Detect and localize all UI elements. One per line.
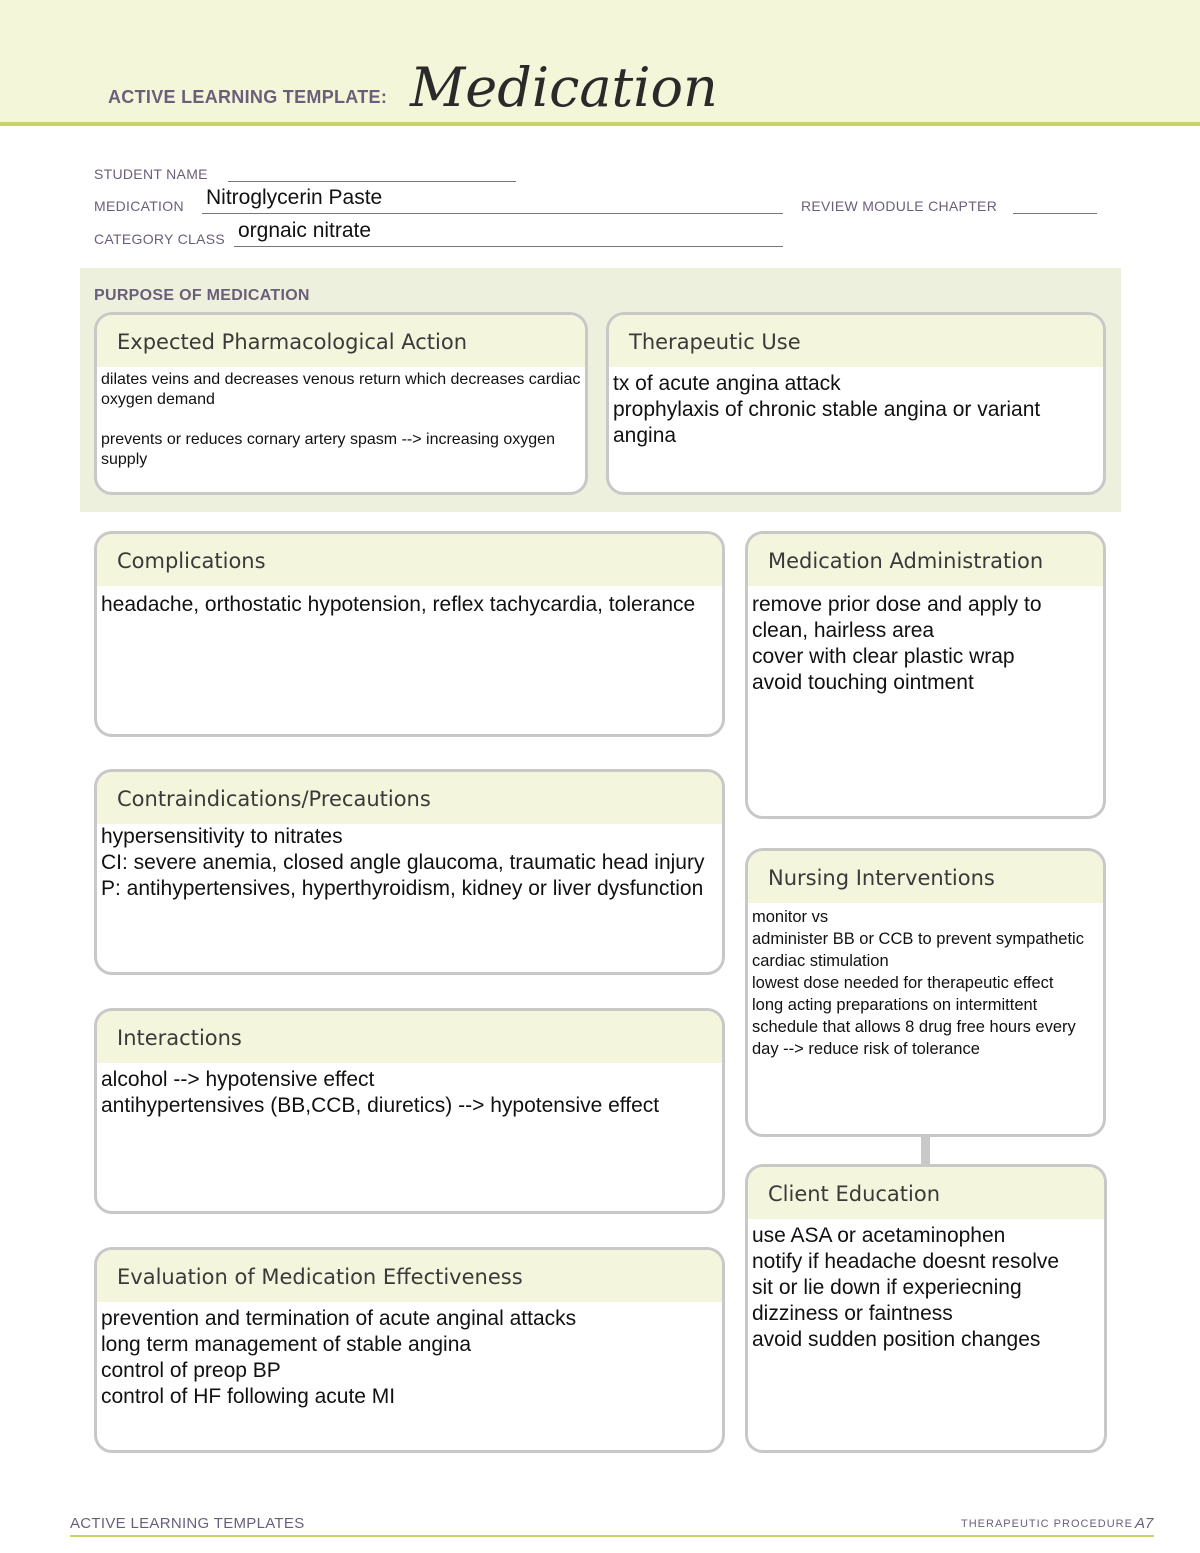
- medication-line: [202, 213, 783, 214]
- client-education-title: Client Education: [748, 1167, 1104, 1219]
- administration-title: Medication Administration: [748, 534, 1103, 586]
- administration-text[interactable]: remove prior dose and apply to clean, hairless area cover with clear plastic wrap avoid touching ointment: [752, 593, 1042, 694]
- interactions-box: [94, 1008, 725, 1214]
- evaluation-title: Evaluation of Medication Effectiveness: [97, 1250, 722, 1302]
- interactions-text[interactable]: alcohol --> hypotensive effect antihypertensives (BB,CCB, diuretics) --> hypotensive effect: [101, 1068, 660, 1117]
- evaluation-text[interactable]: prevention and termination of acute anginal attacks long term management of stable angina control of preop BP control of HF following acute MI: [101, 1307, 577, 1408]
- header-rule: [0, 122, 1200, 126]
- contraindications-box: [94, 769, 725, 975]
- nursing-title: Nursing Interventions: [748, 851, 1103, 903]
- page-number: A7: [1135, 1515, 1154, 1532]
- nursing-box: [745, 848, 1106, 1137]
- template-label: ACTIVE LEARNING TEMPLATE:: [108, 87, 388, 107]
- purpose-label: PURPOSE OF MEDICATION: [94, 287, 310, 304]
- evaluation-box: [94, 1247, 725, 1453]
- expected-action-title: Expected Pharmacological Action: [97, 315, 585, 367]
- review-module-line: [1013, 213, 1097, 214]
- review-module-label: REVIEW MODULE CHAPTER: [801, 198, 998, 214]
- footer-section: THERAPEUTIC PROCEDURE: [961, 1518, 1133, 1530]
- template-title: Medication: [410, 56, 718, 119]
- category-label: CATEGORY CLASS: [94, 231, 226, 247]
- complications-text[interactable]: headache, orthostatic hypotension, reflex tachycardia, tolerance: [101, 593, 696, 616]
- complications-title: Complications: [97, 534, 722, 586]
- nursing-text[interactable]: monitor vs administer BB or CCB to prevent sympathetic cardiac stimulation lowest dose needed for therapeutic effect long acting preparations on intermittent schedule that allows 8 drug free hours every day --> reduce risk of tolerance: [752, 908, 1084, 1058]
- therapeutic-use-box: [606, 312, 1106, 495]
- contraindications-text[interactable]: hypersensitivity to nitrates CI: severe anemia, closed angle glaucoma, traumatic head injury P: antihypertensives, hyperthyroidism, kidney or liver dysfunction: [101, 825, 705, 900]
- therapeutic-use-text[interactable]: tx of acute angina attack prophylaxis of chronic stable angina or variant angina: [613, 372, 1041, 447]
- medication-field[interactable]: Nitroglycerin Paste: [206, 186, 383, 209]
- medication-label: MEDICATION: [94, 198, 184, 214]
- contraindications-title: Contraindications/Precautions: [97, 772, 722, 824]
- category-field[interactable]: orgnaic nitrate: [238, 219, 372, 242]
- category-line: [234, 246, 783, 247]
- footer-rule: [70, 1535, 1154, 1537]
- administration-box: [745, 531, 1106, 819]
- connector: [921, 1135, 930, 1165]
- interactions-title: Interactions: [97, 1011, 722, 1063]
- complications-box: [94, 531, 725, 737]
- student-name-label: STUDENT NAME: [94, 166, 208, 182]
- client-education-box: [745, 1164, 1107, 1453]
- student-name-line: [228, 181, 516, 182]
- expected-action-box: [94, 312, 588, 495]
- client-education-text[interactable]: use ASA or acetaminophen notify if headache doesnt resolve sit or lie down if experiecning dizziness or faintness avoid sudden position changes: [752, 1224, 1060, 1351]
- expected-action-text[interactable]: dilates veins and decreases venous return which decreases cardiac oxygen demand prevents or reduces cornary artery spasm --> increasing oxygen supply: [101, 371, 581, 468]
- footer-title: ACTIVE LEARNING TEMPLATES: [70, 1515, 305, 1532]
- therapeutic-use-title: Therapeutic Use: [609, 315, 1103, 367]
